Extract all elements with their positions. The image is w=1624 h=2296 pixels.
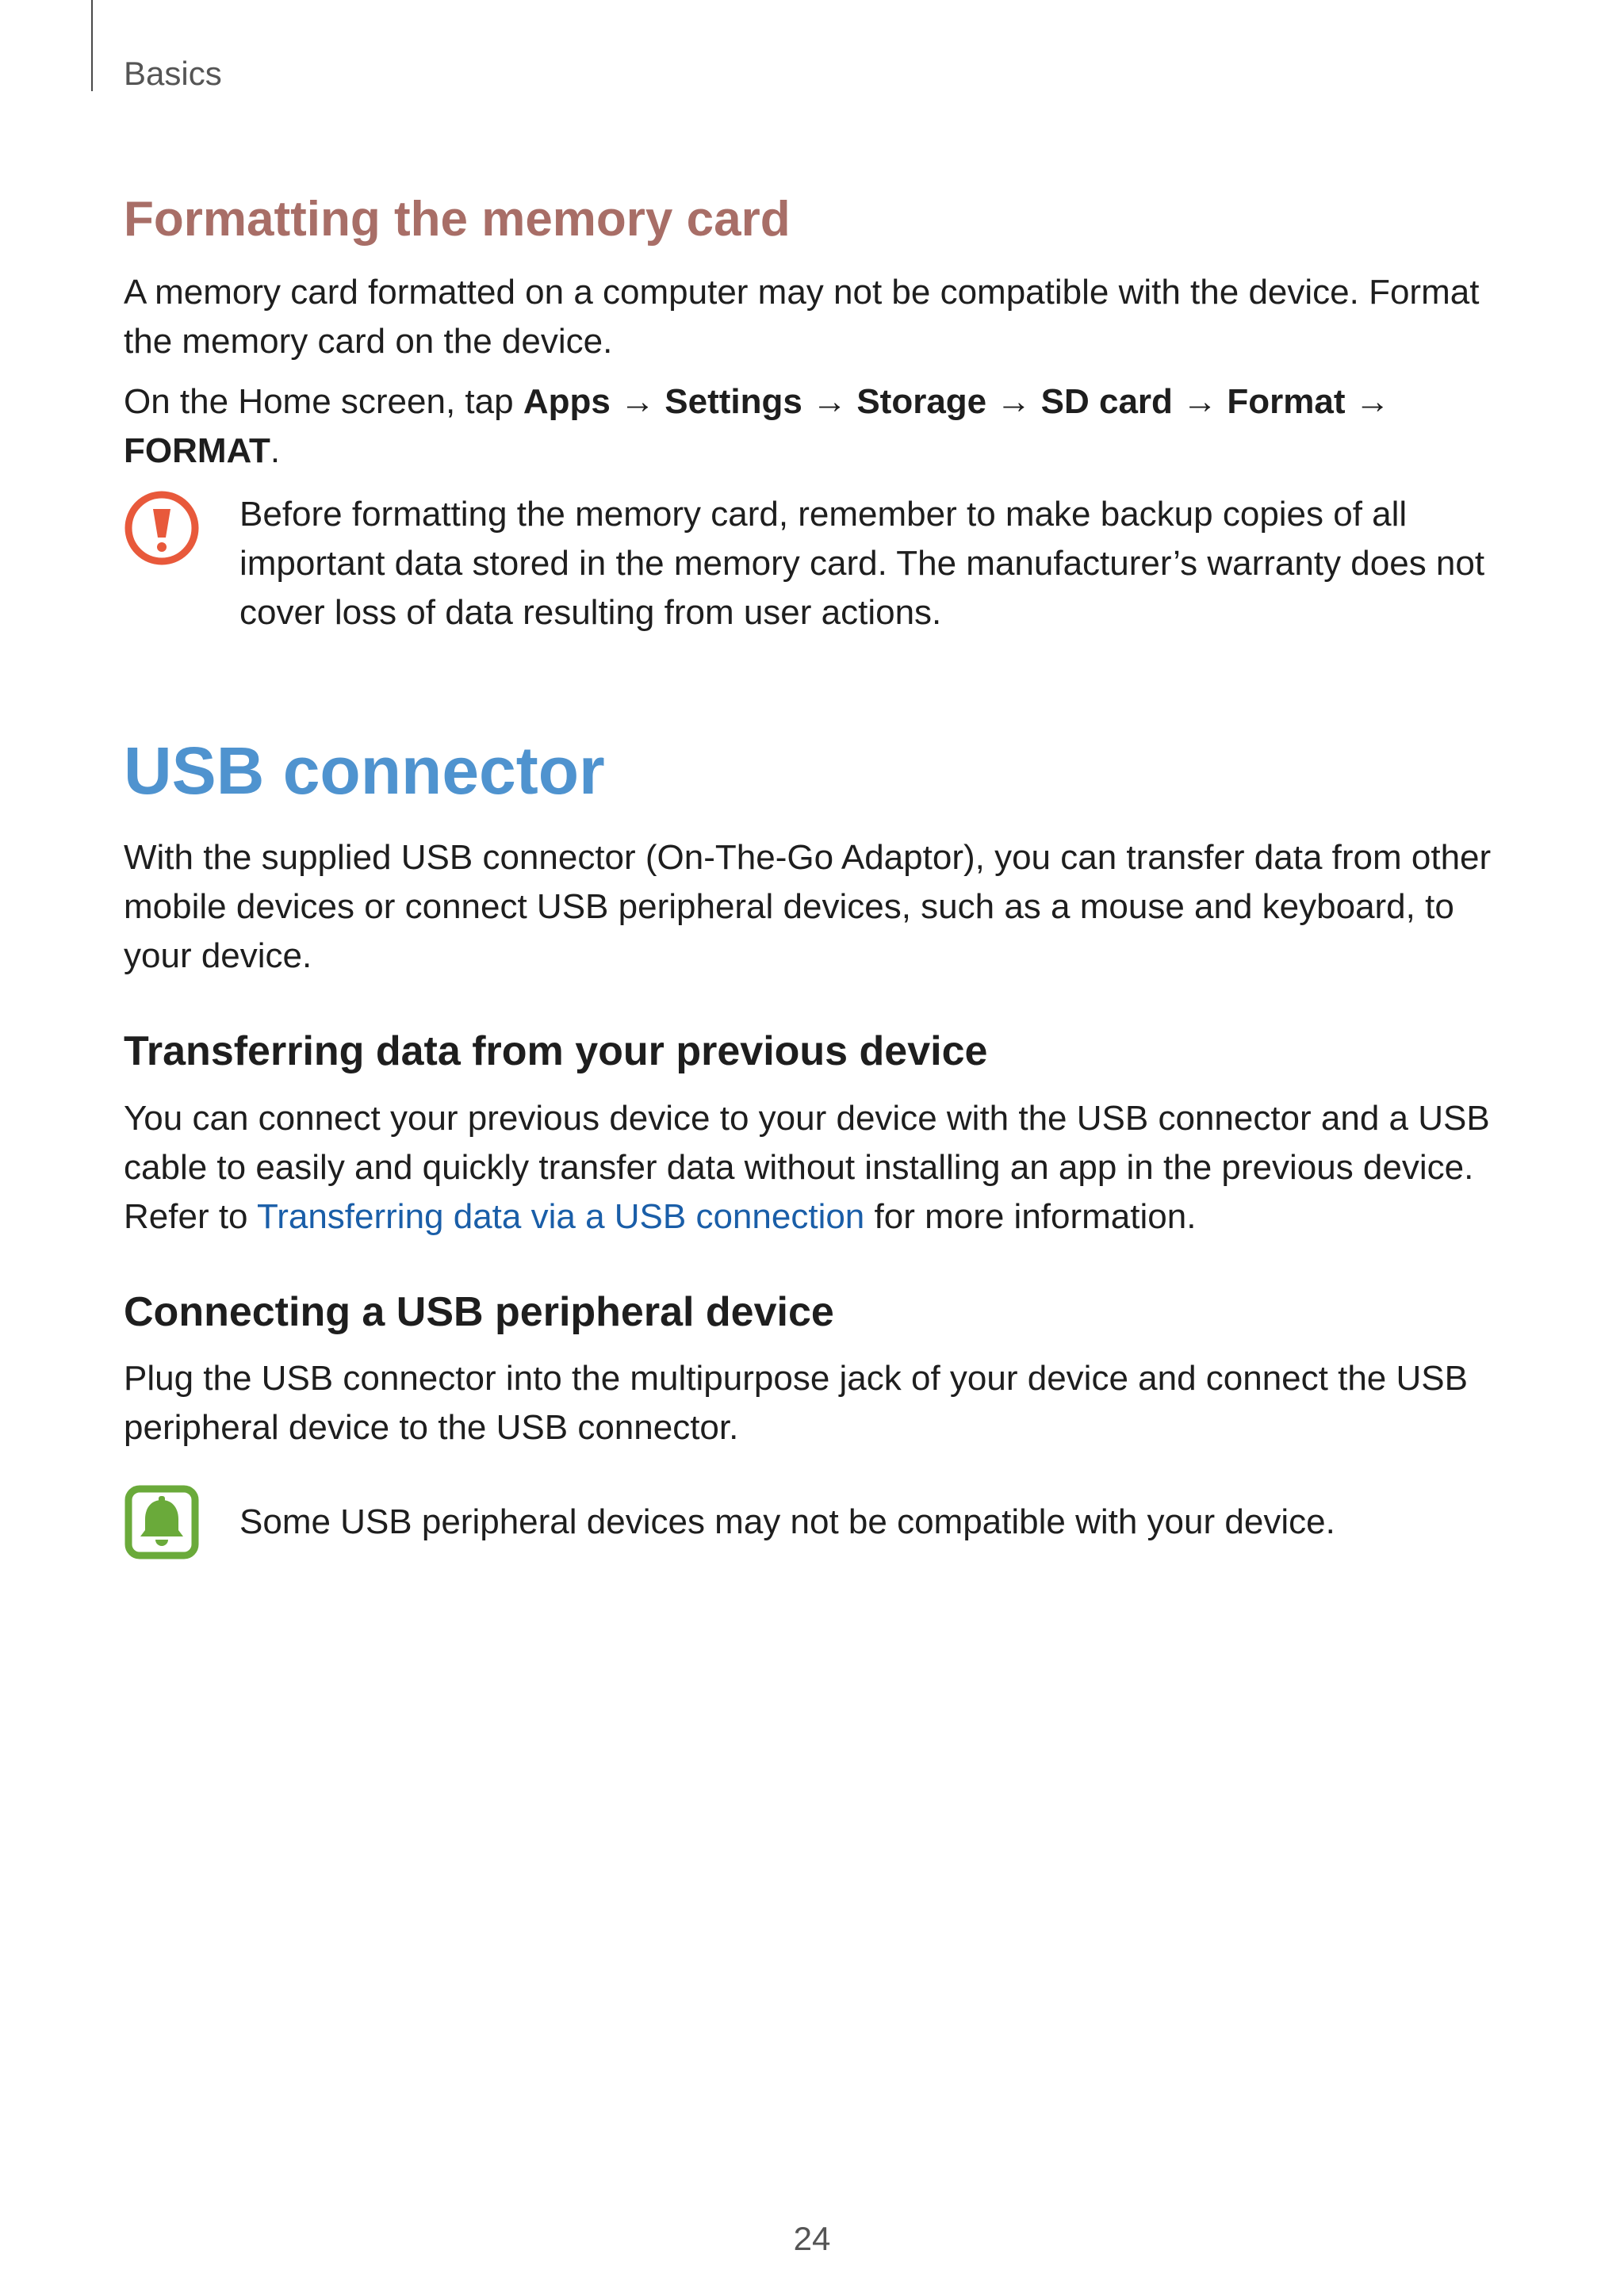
bell-icon — [124, 1484, 200, 1560]
path-arrow: → — [812, 382, 848, 422]
path-suffix: . — [270, 431, 281, 471]
format-card-intro: A memory card formatted on a computer may not be compatible with the device. Format the memory card on the device. — [124, 273, 1480, 362]
path-arrow: → — [1182, 382, 1218, 422]
path-step-sd-card: SD card — [1040, 382, 1173, 422]
path-step-format: Format — [1227, 382, 1346, 422]
header-section-label: Basics — [124, 55, 222, 92]
page-content — [124, 190, 1503, 1560]
peripheral-heading: Connecting a USB peripheral device — [124, 1288, 834, 1335]
transfer-text-before-link: You can connect your previous device to your device with the USB connector and a USB cable to easily and quickly transfer data without installing an app in the previous device. Refer to — [124, 1098, 1490, 1236]
path-arrow: → — [1354, 382, 1390, 422]
transfer-heading: Transferring data from your previous device — [124, 1028, 988, 1075]
transfer-text-after-link: for more information. — [864, 1196, 1197, 1236]
info-note — [124, 1484, 1503, 1560]
usb-connector-intro: With the supplied USB connector (On-The-Go Adaptor), you can transfer data from other mobile devices or connect USB peripheral devices, such as a mouse and keyboard, to your device. — [124, 838, 1492, 976]
path-step-apps: Apps — [523, 382, 611, 422]
transfer-usb-link[interactable]: Transferring data via a USB connection — [256, 1196, 865, 1236]
exclamation-icon — [124, 490, 200, 566]
transfer-text — [124, 1094, 1503, 1242]
format-card-title: Formatting the memory card — [124, 192, 791, 247]
page-number: 24 — [793, 2220, 831, 2257]
path-prefix: On the Home screen, tap — [124, 382, 523, 422]
header-rule — [91, 0, 93, 91]
warning-note — [124, 490, 1503, 637]
path-arrow: → — [996, 382, 1032, 422]
path-step-settings: Settings — [665, 382, 802, 422]
info-note-text: Some USB peripheral devices may not be compatible with your device. — [239, 1502, 1335, 1541]
path-arrow: → — [620, 382, 656, 422]
path-step-storage: Storage — [856, 382, 987, 422]
format-card-path — [124, 377, 1503, 476]
warning-text: Before formatting the memory card, remember to make backup copies of all important data stored in the memory card. The manufacturer’s warranty does not cover loss of data resulting from user actions. — [239, 495, 1485, 633]
peripheral-text: Plug the USB connector into the multipurpose jack of your device and connect the USB peripheral device to the USB connector. — [124, 1358, 1468, 1447]
path-step-format-confirm: FORMAT — [124, 431, 270, 471]
usb-connector-title: USB connector — [124, 733, 605, 809]
